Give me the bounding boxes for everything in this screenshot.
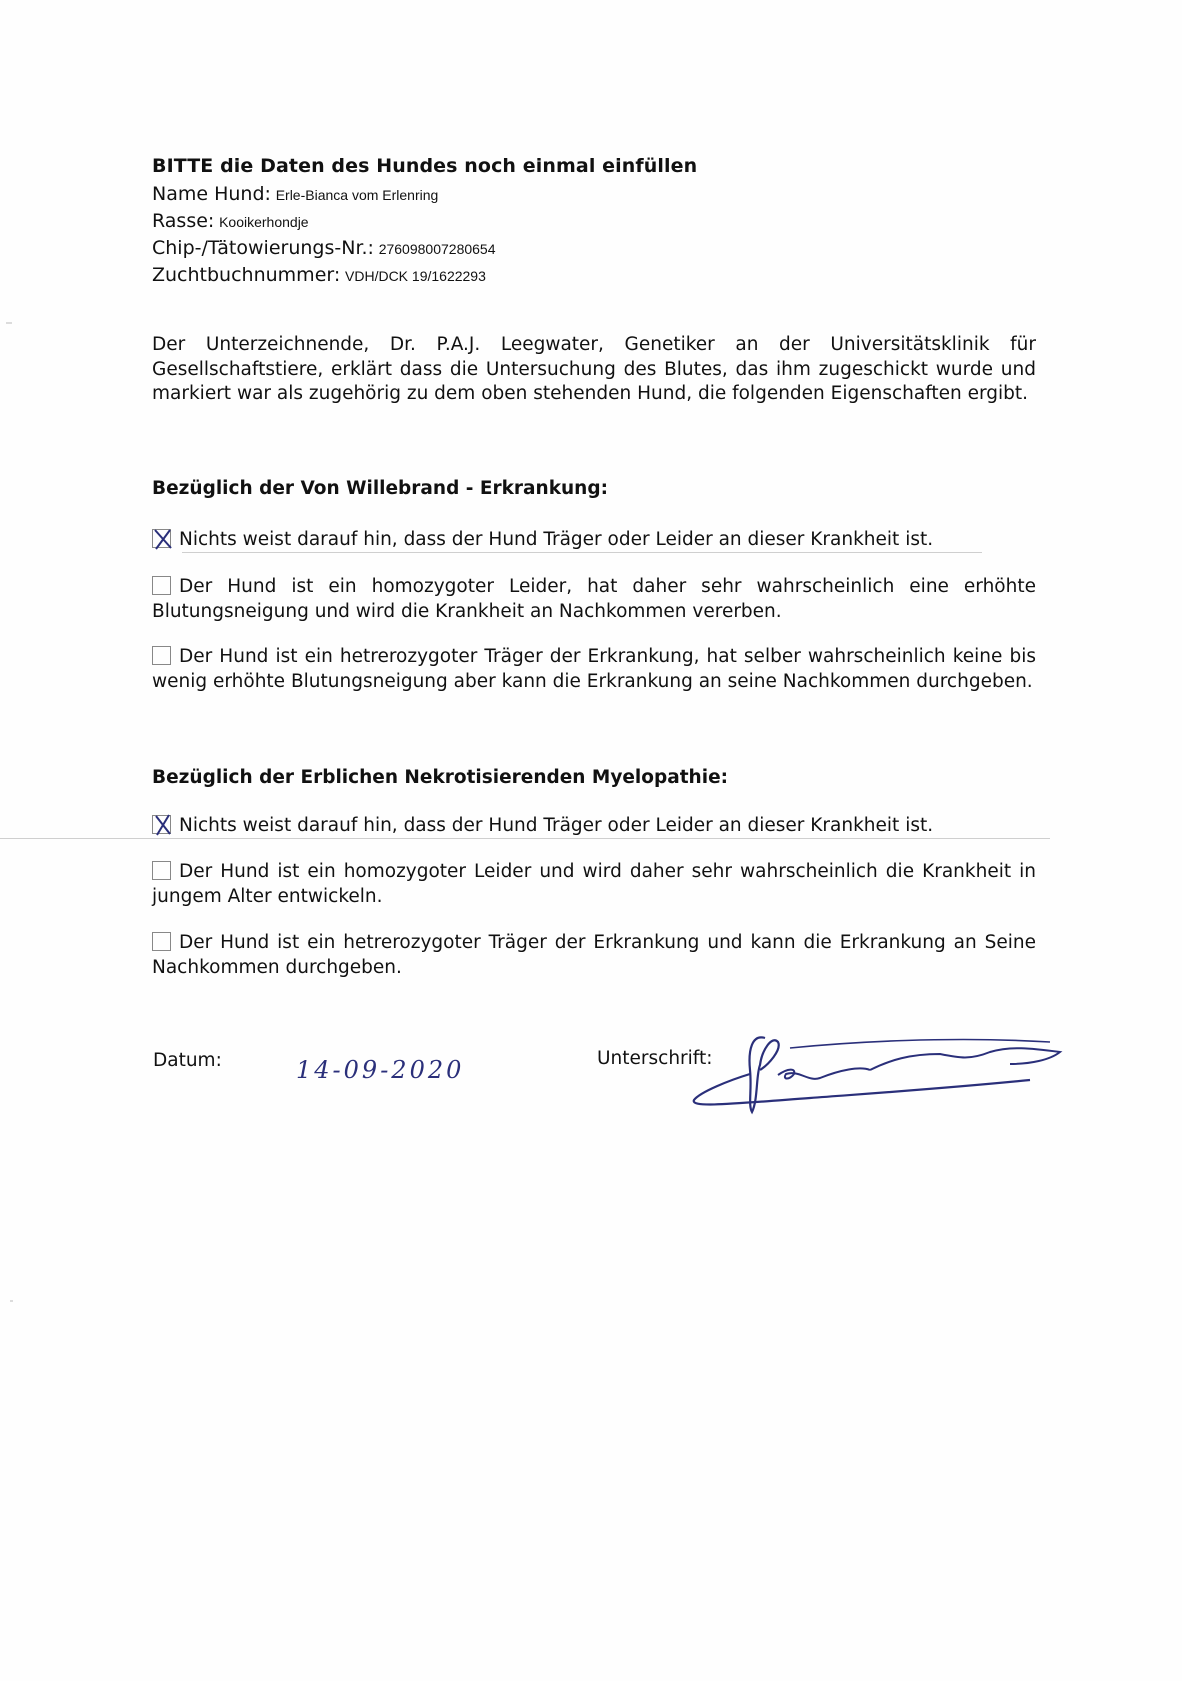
section-title-nem: Bezüglich der Erblichen Nekrotisierenden Myelopathie: (152, 767, 729, 788)
section-title-von-willebrand: Bezüglich der Von Willebrand - Erkrankung: (152, 478, 608, 499)
dog-studbook-value: VDH/DCK 19/1622293 (345, 268, 486, 284)
dog-name-field (152, 182, 438, 208)
dog-name-value: Erle-Bianca vom Erlenring (275, 187, 439, 203)
vwd-option-clear-checkbox[interactable] (152, 529, 171, 548)
form-heading: BITTE die Daten des Hundes noch einmal einfüllen (152, 155, 698, 177)
declaration-paragraph: Der Unterzeichnende, Dr. P.A.J. Leegwater, Genetiker an der Universitätsklinik für Gesellschaftstiere, erklärt dass die Untersuchung des Blutes, das ihm zugeschickt wurde und markiert war als zugehörig zu dem oben stehenden Hund, die folgenden Eigenschaften ergibt. (152, 334, 1036, 404)
vwd-option-clear-text: Nichts weist darauf hin, dass der Hund Träger oder Leider an dieser Krankheit ist. (179, 529, 934, 550)
nem-option-heterozygous (152, 931, 1036, 980)
dog-chip-label: Chip-/Tätowierungs-Nr.: (152, 237, 374, 259)
scan-speck (10, 1300, 13, 1302)
signature-label: Unterschrift: (597, 1048, 713, 1069)
dog-chip-field (152, 236, 496, 262)
scan-speck (6, 322, 12, 324)
vwd-option-heterozygous-text: Der Hund ist ein hetrerozygoter Träger der Erkrankung, hat selber wahrscheinlich keine bis wenig erhöhte Blutungsneigung aber kann die Erkrankung an seine Nachkommen durchgeben. (152, 646, 1036, 692)
checkmark-x-icon (152, 814, 174, 836)
nem-option-homozygous-checkbox[interactable] (152, 861, 171, 880)
nem-option-clear-checkbox[interactable] (152, 815, 171, 834)
nem-option-heterozygous-text: Der Hund ist ein hetrerozygoter Träger der Erkrankung und kann die Erkrankung an Seine Nachkommen durchgeben. (152, 932, 1036, 978)
nem-option-homozygous (152, 860, 1036, 909)
vwd-option-homozygous (152, 575, 1036, 624)
scan-line (182, 552, 982, 553)
nem-option-heterozygous-checkbox[interactable] (152, 932, 171, 951)
vwd-option-heterozygous (152, 645, 1036, 694)
dog-breed-field (152, 209, 309, 235)
dog-name-label: Name Hund: (152, 183, 271, 205)
dog-studbook-label: Zuchtbuchnummer: (152, 264, 341, 286)
vwd-option-homozygous-text: Der Hund ist ein homozygoter Leider, hat daher sehr wahrscheinlich eine erhöhte Blutungsneigung und wird die Krankheit an Nachkommen vererben. (152, 576, 1036, 622)
vwd-option-clear (152, 528, 1036, 553)
date-value-handwritten: 14-09-2020 (296, 1056, 465, 1084)
vwd-option-homozygous-checkbox[interactable] (152, 576, 171, 595)
dog-breed-label: Rasse: (152, 210, 215, 232)
vwd-option-heterozygous-checkbox[interactable] (152, 646, 171, 665)
dog-studbook-field (152, 263, 486, 289)
nem-option-clear (152, 814, 1036, 839)
handwritten-signature (690, 1030, 1070, 1115)
date-label: Datum: (153, 1050, 222, 1071)
scan-line (0, 838, 1050, 839)
nem-option-homozygous-text: Der Hund ist ein homozygoter Leider und wird daher sehr wahrscheinlich die Krankheit in jungem Alter entwickeln. (152, 861, 1036, 907)
dog-chip-value: 276098007280654 (378, 241, 496, 257)
dog-breed-value: Kooikerhondje (219, 214, 309, 230)
checkmark-x-icon (152, 528, 174, 550)
nem-option-clear-text: Nichts weist darauf hin, dass der Hund Träger oder Leider an dieser Krankheit ist. (179, 815, 934, 836)
